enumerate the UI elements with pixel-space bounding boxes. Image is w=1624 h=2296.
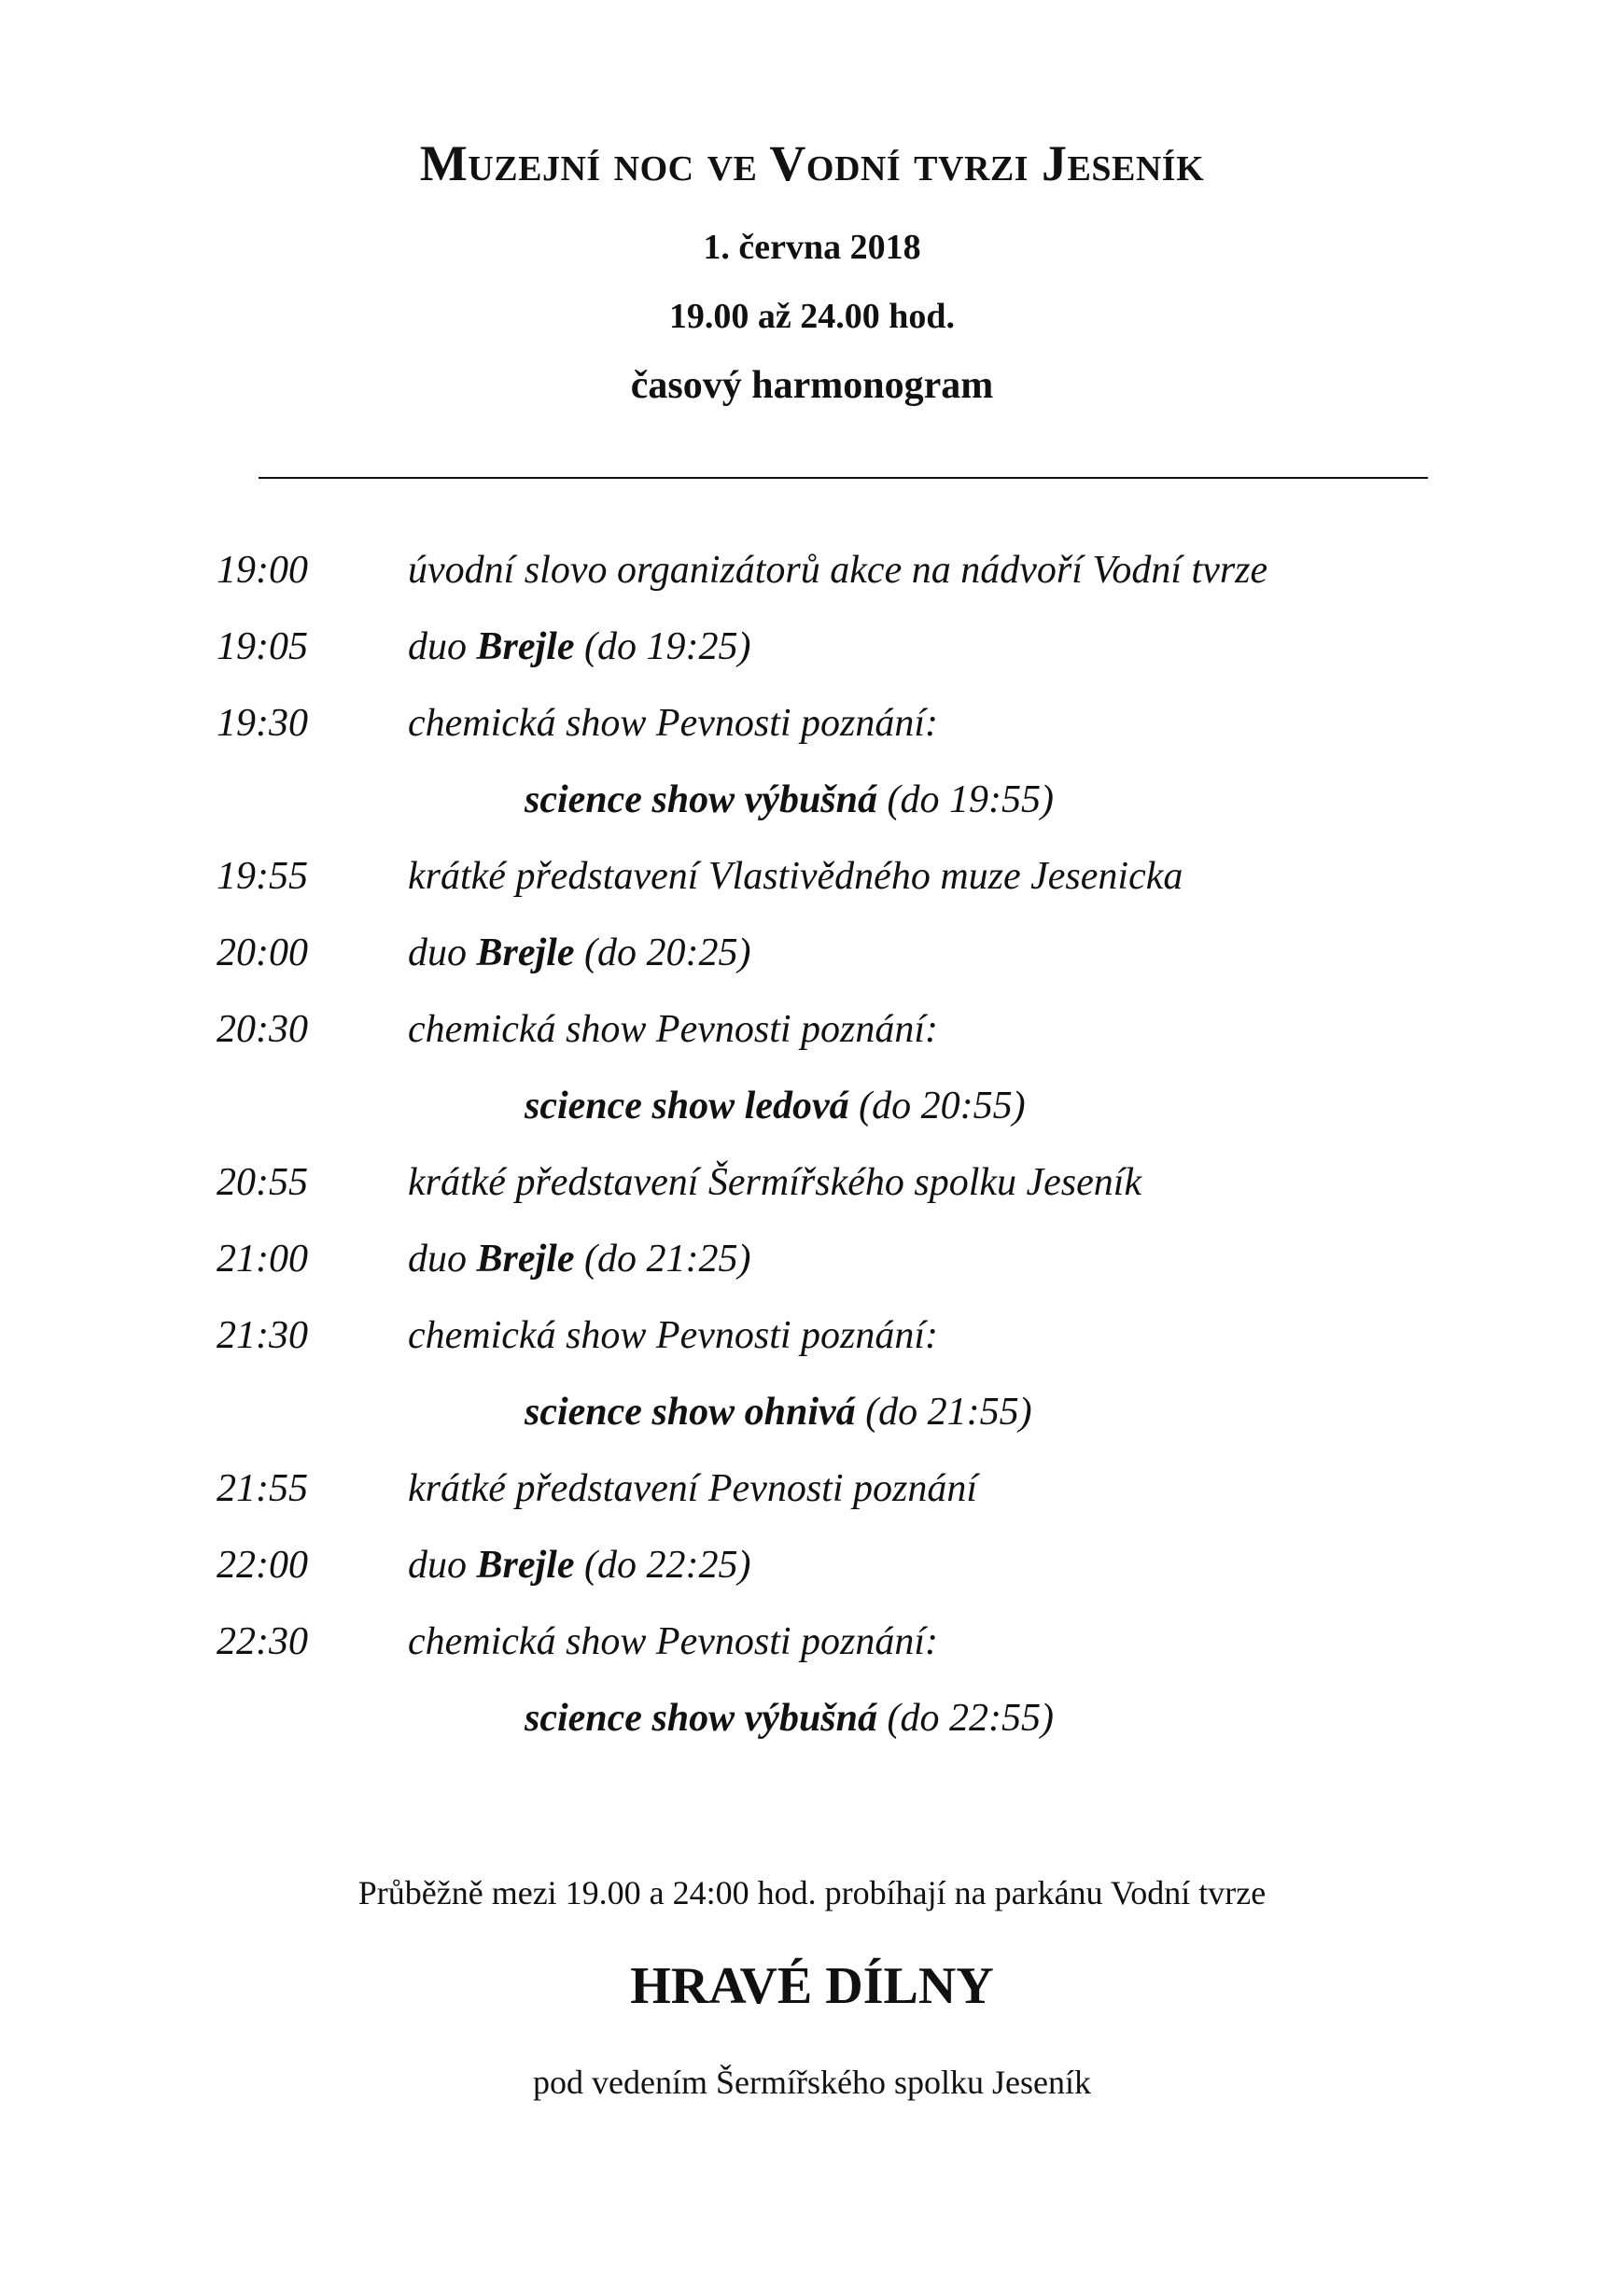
description-highlight: science show výbušná	[525, 1697, 877, 1740]
schedule-description	[408, 1239, 750, 1279]
schedule-time: 19:30	[217, 702, 308, 745]
description-text: duo	[408, 1238, 477, 1281]
schedule-description	[525, 780, 1054, 819]
description-highlight: science show ledová	[525, 1085, 849, 1127]
description-until: (do 20:55)	[848, 1085, 1026, 1127]
schedule-time: 19:00	[217, 549, 308, 592]
schedule-time: 22:30	[217, 1620, 308, 1663]
event-date: 1. června 2018	[703, 228, 921, 267]
schedule-row	[0, 1546, 1624, 1622]
schedule-subline	[0, 780, 1624, 857]
schedule-description	[408, 1163, 1141, 1202]
description-text: chemická show Pevnosti poznání:	[408, 1620, 939, 1663]
header-divider	[259, 477, 1428, 479]
schedule-time: 21:30	[217, 1314, 308, 1357]
description-text: chemická show Pevnosti poznání:	[408, 1008, 939, 1051]
schedule-description	[408, 1010, 938, 1049]
description-highlight: Brejle	[476, 1238, 575, 1281]
schedule-description	[408, 704, 938, 743]
schedule-row	[0, 1469, 1624, 1546]
schedule-description	[525, 1699, 1054, 1738]
description-text: úvodní slovo organizátorů akce na nádvoří Vodní tvrze	[408, 549, 1268, 592]
description-highlight: Brejle	[476, 1544, 575, 1587]
description-highlight: science show ohnivá	[525, 1391, 856, 1434]
schedule-description	[408, 1316, 938, 1355]
schedule-time: 20:55	[217, 1161, 308, 1204]
schedule-description	[408, 933, 750, 973]
description-until: (do 22:55)	[877, 1697, 1054, 1740]
schedule-row	[0, 857, 1624, 933]
description-highlight: science show výbušná	[525, 778, 877, 821]
description-until: (do 21:25)	[574, 1238, 751, 1281]
description-text: krátké představení Vlastivědného muze Jesenicka	[408, 855, 1183, 898]
description-until: (do 20:25)	[574, 931, 751, 974]
schedule-time: 19:05	[217, 625, 308, 668]
schedule-description	[408, 627, 750, 666]
schedule-row	[0, 1010, 1624, 1086]
schedule-row	[0, 1239, 1624, 1316]
schedule-description	[525, 1393, 1032, 1432]
schedule-description	[408, 857, 1183, 896]
page-title: Muzejní noc ve Vodní tvrzi Jeseník	[419, 135, 1205, 191]
schedule-row	[0, 933, 1624, 1010]
description-text: duo	[408, 1544, 477, 1587]
schedule-subline	[0, 1086, 1624, 1163]
workshop-heading: HRAVÉ DÍLNY	[630, 1957, 994, 2015]
schedule-row	[0, 1316, 1624, 1393]
schedule-description	[408, 551, 1267, 590]
description-until: (do 19:55)	[877, 778, 1054, 821]
description-text: duo	[408, 931, 477, 974]
schedule-time: 21:00	[217, 1238, 308, 1281]
schedule-time: 20:30	[217, 1008, 308, 1051]
description-text: chemická show Pevnosti poznání:	[408, 1314, 939, 1357]
schedule-subline	[0, 1393, 1624, 1469]
description-highlight: Brejle	[476, 625, 575, 668]
schedule-time: 21:55	[217, 1467, 308, 1510]
workshop-leader: pod vedením Šermířského spolku Jeseník	[533, 2064, 1091, 2101]
schedule-row	[0, 551, 1624, 627]
schedule-description	[408, 1469, 977, 1508]
schedule-time: 22:00	[217, 1544, 308, 1587]
schedule-description	[525, 1086, 1026, 1126]
description-until: (do 21:55)	[855, 1391, 1032, 1434]
description-until: (do 22:25)	[574, 1544, 751, 1587]
workshop-note: Průběžně mezi 19.00 a 24:00 hod. probíhají na parkánu Vodní tvrze	[357, 1874, 1267, 1911]
event-hours: 19.00 až 24.00 hod.	[668, 297, 956, 336]
schedule-time: 19:55	[217, 855, 308, 898]
schedule-row	[0, 704, 1624, 780]
schedule-row	[0, 1163, 1624, 1239]
description-text: chemická show Pevnosti poznání:	[408, 702, 939, 745]
description-text: duo	[408, 625, 477, 668]
description-text: krátké představení Pevnosti poznání	[408, 1467, 978, 1510]
schedule-row	[0, 1622, 1624, 1699]
description-text: krátké představení Šermířského spolku Jeseník	[408, 1161, 1142, 1204]
schedule-description	[408, 1546, 750, 1585]
schedule-time: 20:00	[217, 931, 308, 974]
description-until: (do 19:25)	[574, 625, 751, 668]
schedule-subline	[0, 1699, 1624, 1775]
schedule-subtitle: časový harmonogram	[630, 364, 994, 407]
schedule-row	[0, 627, 1624, 704]
description-highlight: Brejle	[476, 931, 575, 974]
schedule-description	[408, 1622, 938, 1661]
